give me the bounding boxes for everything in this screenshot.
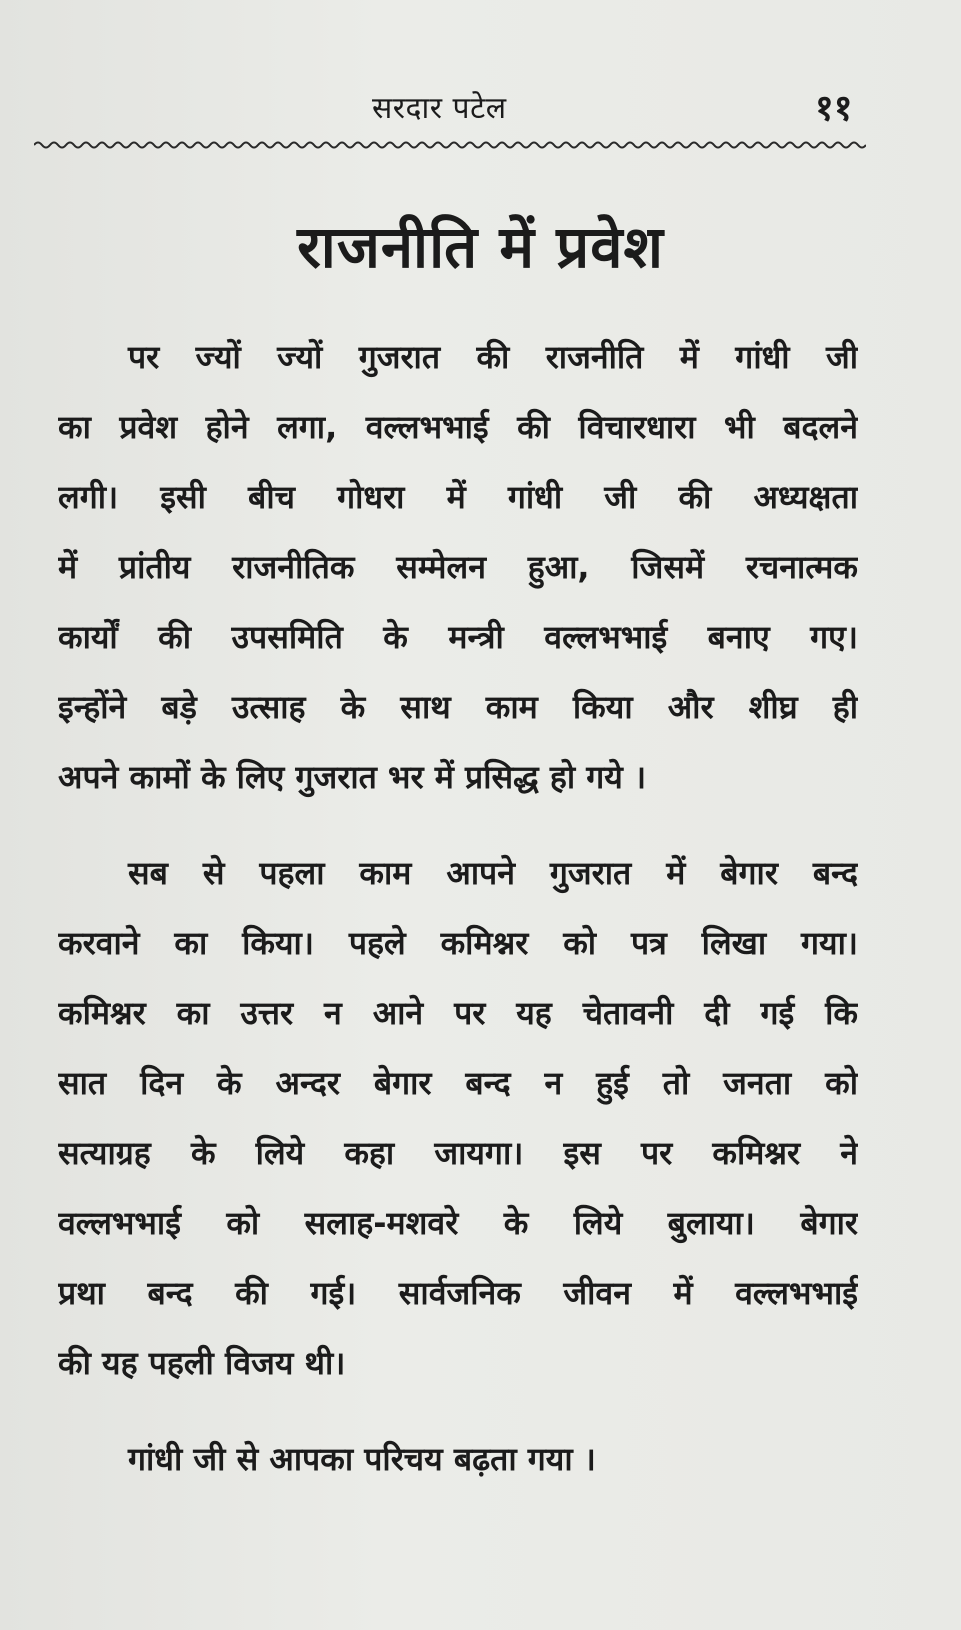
text-line: गांधी जी से आपका परिचय बढ़ता गया ।: [128, 1440, 596, 1478]
text-line: करवाने का किया। पहले कमिश्नर को पत्र लिखा गया।: [58, 924, 858, 962]
text-line: इन्होंने बड़े उत्साह के साथ काम किया और शीघ्र ही: [58, 688, 858, 726]
running-title: सरदार पटेल: [372, 91, 507, 126]
wavy-rule: [34, 138, 866, 152]
paragraph-2: [58, 838, 858, 1398]
page-number: ११: [815, 88, 853, 129]
paragraph-3: [58, 1424, 858, 1494]
chapter-title: राजनीति में प्रवेश: [297, 213, 664, 281]
text-line: पर ज्यों ज्यों गुजरात की राजनीति में गांधी जी: [128, 338, 858, 376]
text-line: कमिश्नर का उत्तर न आने पर यह चेतावनी दी गई कि: [58, 994, 858, 1032]
text-line: का प्रवेश होने लगा, वल्लभभाई की विचारधारा भी बदलने: [58, 408, 858, 446]
text-line: की यह पहली विजय थी।: [58, 1344, 346, 1382]
text-line: लगी। इसी बीच गोधरा में गांधी जी की अध्यक्षता: [58, 478, 858, 516]
body-text: [58, 322, 858, 1520]
text-line: सात दिन के अन्दर बेगार बन्द न हुई तो जनता को: [58, 1064, 858, 1102]
text-line: कार्यों की उपसमिति के मन्त्री वल्लभभाई बनाए गए।: [58, 618, 858, 656]
text-line: सत्याग्रह के लिये कहा जायगा। इस पर कमिश्नर ने: [58, 1134, 858, 1172]
paragraph-1: [58, 322, 858, 812]
text-line: सब से पहला काम आपने गुजरात में बेगार बन्द: [128, 854, 858, 892]
running-header: [0, 86, 961, 136]
text-line: अपने कामों के लिए गुजरात भर में प्रसिद्ध हो गये ।: [58, 758, 647, 796]
text-line: में प्रांतीय राजनीतिक सम्मेलन हुआ, जिसमें रचनात्मक: [58, 548, 858, 586]
text-line: प्रथा बन्द की गई। सार्वजनिक जीवन में वल्लभभाई: [58, 1274, 858, 1312]
text-line: वल्लभभाई को सलाह-मशवरे के लिये बुलाया। बेगार: [58, 1204, 858, 1242]
